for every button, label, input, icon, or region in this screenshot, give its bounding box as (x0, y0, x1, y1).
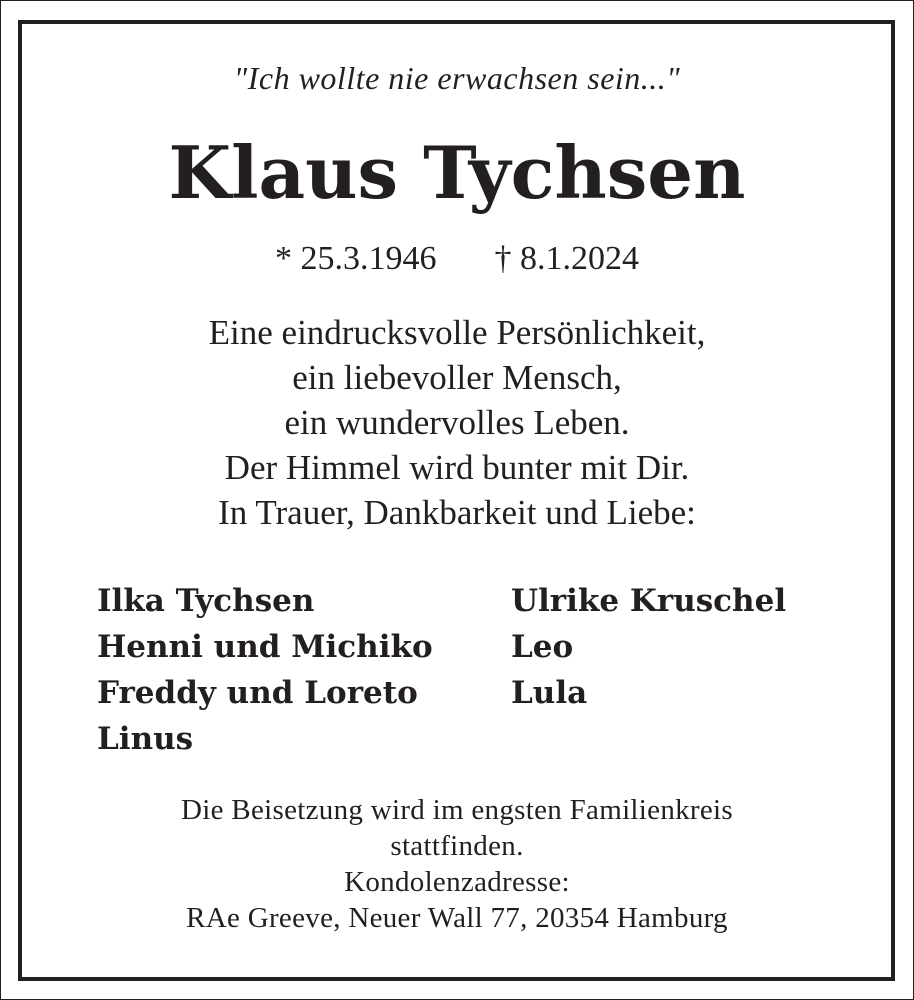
mourner-name: Leo (511, 629, 574, 665)
epigraph-quote: "Ich wollte nie erwachsen sein..." (233, 60, 681, 96)
message-line: ein liebevoller Mensch, (292, 358, 622, 397)
funeral-notice (0, 792, 914, 936)
condolence-address: RAe Greeve, Neuer Wall 77, 20354 Hamburg (186, 902, 728, 934)
message-line: In Trauer, Dankbarkeit und Liebe: (218, 493, 696, 532)
mourners-left-column (97, 578, 433, 762)
mourner-name: Ulrike Kruschel (511, 583, 787, 619)
mourners-right-column (511, 578, 786, 716)
mourner-name: Henni und Michiko (97, 629, 433, 665)
message-line: Eine eindrucksvolle Persönlichkeit, (208, 313, 706, 352)
death-date: † 8.1.2024 (494, 240, 639, 277)
mourner-name: Linus (97, 721, 194, 757)
life-dates (0, 240, 914, 278)
birth-date: * 25.3.1946 (275, 240, 437, 277)
mourner-name: Ilka Tychsen (97, 583, 315, 619)
footer-line: stattfinden. (390, 830, 524, 862)
mourner-name: Lula (511, 675, 588, 711)
footer-line: Die Beisetzung wird im engsten Familienkreis (180, 794, 733, 826)
footer-line: Kondolenzadresse: (344, 866, 570, 898)
memorial-message (0, 310, 914, 535)
mourner-name: Freddy und Loreto (97, 675, 418, 711)
message-line: Der Himmel wird bunter mit Dir. (224, 448, 690, 487)
message-line: ein wundervolles Leben. (284, 403, 630, 442)
deceased-name: Klaus Tychsen (168, 130, 746, 215)
